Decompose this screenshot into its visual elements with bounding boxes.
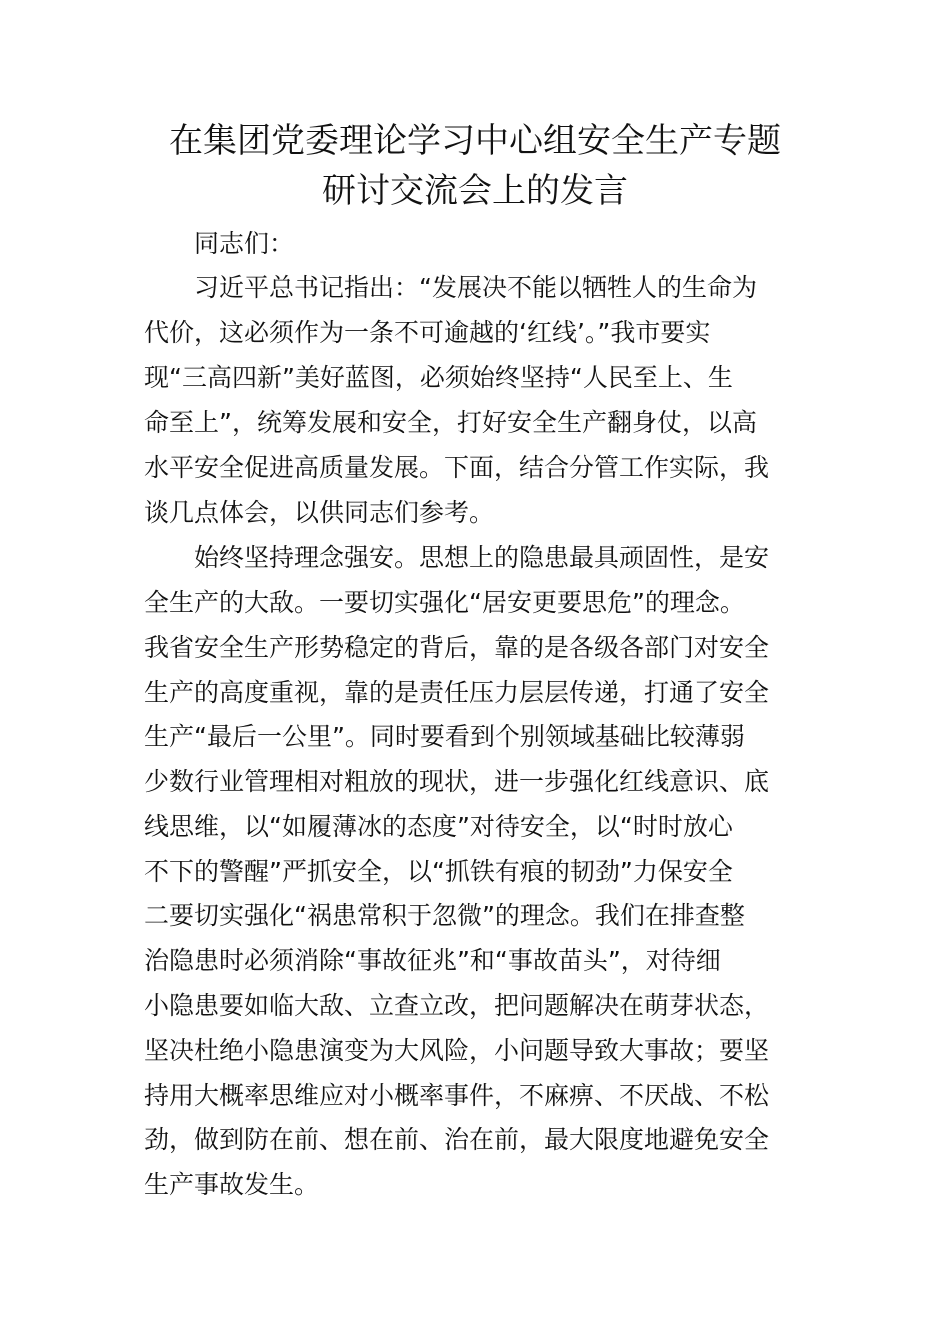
paragraph-2-line: 生产“最后一公里”。同时要看到个别领域基础比较薄弱 [144, 722, 745, 751]
paragraph-2-line: 始终坚持理念强安。思想上的隐患最具顽固性，是安 [194, 543, 770, 572]
paragraph-1-line: 习近平总书记指出：“发展决不能以牺牲人的生命为 [194, 273, 757, 302]
paragraph-2-line: 坚决杜绝小隐患演变为大风险，小问题导致大事故；要坚 [144, 1036, 770, 1065]
paragraph-2-line: 治隐患时必须消除“事故征兆”和“事故苗头”，对待细 [144, 946, 721, 975]
paragraph-2-line: 少数行业管理相对粗放的现状，进一步强化红线意识、底 [144, 767, 770, 796]
document-title-line-2: 研讨交流会上的发言 [322, 171, 628, 211]
paragraph-2-line: 小隐患要如临大敌、立查立改，把问题解决在萌芽状态， [144, 991, 770, 1020]
paragraph-1-line: 现“三高四新”美好蓝图，必须始终坚持“人民至上、生 [144, 363, 733, 392]
document-title-line-1: 在集团党委理论学习中心组安全生产专题 [169, 121, 781, 161]
paragraph-2-line: 持用大概率思维应对小概率事件，不麻痹、不厌战、不松 [144, 1081, 770, 1110]
paragraph-1-line: 谈几点体会，以供同志们参考。 [144, 498, 495, 527]
salutation: 同志们： [194, 229, 295, 258]
paragraph-2-line: 生产的高度重视，靠的是责任压力层层传递，打通了安全 [144, 678, 770, 707]
paragraph-2-line: 二要切实强化“祸患常积于忽微”的理念。我们在排查整 [144, 901, 745, 930]
paragraph-2-line: 劲，做到防在前、想在前、治在前，最大限度地避免安全 [144, 1125, 770, 1154]
paragraph-2-line: 我省安全生产形势稳定的背后，靠的是各级各部门对安全 [144, 633, 770, 662]
paragraph-2-line: 不下的警醒”严抓安全，以“抓铁有痕的韧劲”力保安全 [144, 857, 733, 886]
paragraph-2-line: 全生产的大敌。一要切实强化“居安更要思危”的理念。 [144, 588, 745, 617]
paragraph-1-line: 代价，这必须作为一条不可逾越的‘红线’。”我市要实 [144, 318, 711, 347]
paragraph-2-line: 生产事故发生。 [144, 1170, 320, 1199]
paragraph-1-line: 水平安全促进高质量发展。下面，结合分管工作实际，我 [144, 453, 770, 482]
paragraph-2-line: 线思维，以“如履薄冰的态度”对待安全，以“时时放心 [144, 812, 733, 841]
paragraph-1-line: 命至上”，统筹发展和安全，打好安全生产翻身仗，以高 [144, 408, 757, 437]
